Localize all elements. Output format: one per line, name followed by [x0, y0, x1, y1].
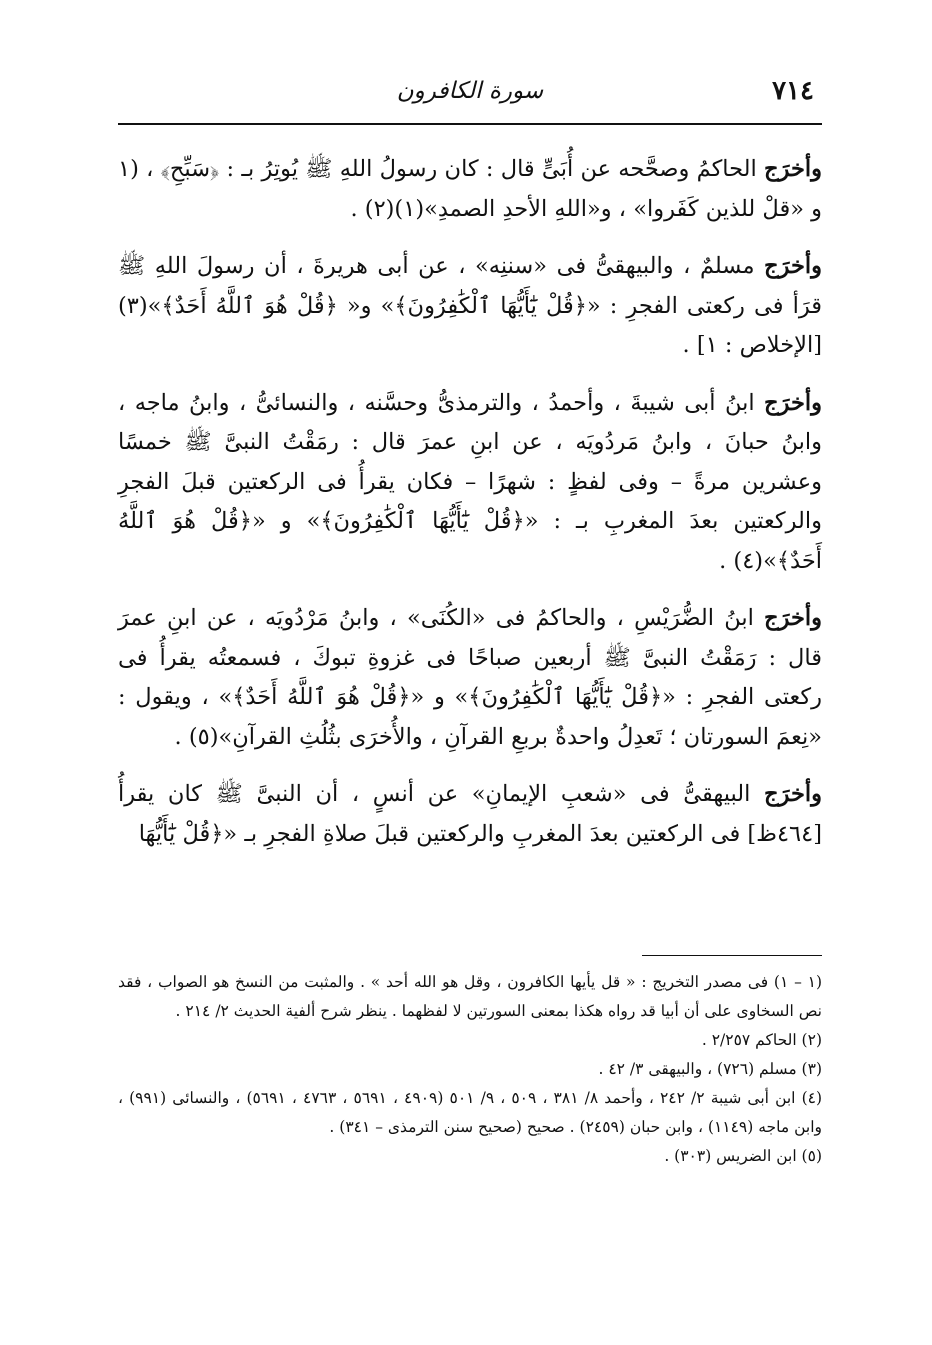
page-number: ٧١٤	[772, 76, 814, 106]
main-text	[118, 150, 822, 872]
paragraph	[118, 599, 822, 757]
running-title: سورة الكافرون	[396, 78, 544, 104]
paragraph	[118, 247, 822, 366]
footnote: (٣) مسلم (٧٢٦) ، والبيهقى ٣/ ٤٢ .	[598, 1060, 822, 1078]
footnote: (١ – ١) فى مصدر التخريج : « قل يأيها الكافرون ، وقل هو الله أحد » . والمثبت من النسخ هو الصواب ، فقد نص السخاوى على أن أبيا قد رواه هكذا بمعنى السورتين لا لفظهما . ينظر شرح ألفية الحديث ٢/ ٢١٤ .	[118, 973, 822, 1020]
paragraph-text: البيهقىُّ فى «شعبِ الإيمانِ» عن أنسٍ ، أن النبىَّ ﷺ كان يقرأُ [٤٦٤ظ] فى الركعتين بعدَ المغربِ والركعتين قبلَ صلاةِ الفجرِ بـ «﴿قُلْ يَٰٓأَيُّهَا	[118, 781, 822, 847]
paragraph-text: ابنُ أبى شيبةَ ، وأحمدُ ، والترمذىُّ وحسَّنه ، والنسائىُّ ، وابنُ ماجه ، وابنُ حبانَ ، وابنُ مَردُويَه ، عن ابنِ عمرَ قال : رمَقْتُ النبىَّ ﷺ خمسًا وعشرين مرةً – وفى لفظٍ : شهرًا – فكان يقرأُ فى الركعتين قبلَ الفجرِ والركعتين بعدَ المغربِ بـ : «﴿قُلْ يَٰٓأَيُّهَا ٱلْكَٰفِرُونَ﴾» و «﴿قُلْ هُوَ ٱللَّهُ أَحَدٌ﴾»(٤) .	[118, 389, 822, 574]
paragraph-text: الحاكمُ وصحَّحه عن أُبَىٍّ قال : كان رسولُ اللهِ ﷺ يُوتِرُ بـ : ﴿سَبِّحِ﴾ ، (١ و «قلْ للذين كَفَروا» ، و«اللهِ الأحدِ الصمدِ»(١)(٢) .	[118, 156, 822, 222]
paragraph-lead: وأخرَج	[764, 389, 822, 416]
footnote-rule	[642, 955, 822, 956]
paragraph-lead: وأخرَج	[764, 253, 822, 279]
page-header	[118, 72, 822, 112]
footnote: (٥) ابن الضريس (٣٠٣) .	[664, 1147, 822, 1165]
paragraph	[118, 384, 822, 582]
paragraph	[118, 150, 822, 229]
paragraph-lead: وأخرَج	[764, 781, 822, 807]
paragraph-text: ابنُ الضُّرَيْسِ ، والحاكمُ فى «الكُنَى» ، وابنُ مَرْدُويَه ، عن ابنِ عمرَ قال : رَمَقْتُ النبىَّ ﷺ أربعين صباحًا فى غزوةِ تبوكَ ، فسمعتُه يقرأُ فى ركعتى الفجرِ : «﴿قُلْ يَٰٓأَيُّهَا ٱلْكَٰفِرُونَ﴾» و «﴿قُلْ هُوَ ٱللَّهُ أَحَدٌ﴾» ، ويقول : «نِعمَ السورتان ؛ تَعدِلُ واحدةٌ بربعِ القرآنِ ، والأُخرَى بثُلُثِ القرآنِ»(٥) .	[118, 605, 822, 750]
paragraph	[118, 775, 822, 854]
paragraph-lead: وأخرَج	[764, 156, 822, 182]
footnote: (٤) ابن أبى شيبة ٢/ ٢٤٢ ، وأحمد ٨/ ٣٨١ ، ٥٠٩ ، ٩/ ٥٠١ (٤٩٠٩ ، ٥٦٩١ ، ٤٧٦٣ ، ٥٦٩١) ، والنسائى (٩٩١) ، وابن ماجه (١١٤٩) ، وابن حبان (٢٤٥٩) . صحيح (صحيح سنن الترمذى – ٣٤١) .	[118, 1089, 823, 1136]
footnotes	[118, 968, 822, 1171]
header-rule	[118, 123, 822, 125]
paragraph-lead: وأخرَج	[764, 605, 822, 631]
paragraph-text: مسلمٌ ، والبيهقىُّ فى «سننِه» ، عن أبى هريرةَ ، أن رسولَ اللهِ ﷺ قرَأ فى ركعتى الفجرِ : «﴿قُلْ يَٰٓأَيُّهَا ٱلْكَٰفِرُونَ﴾» و« ﴿قُلْ هُوَ ٱللَّهُ أَحَدٌ﴾»(٣) [الإخلاص : ١] .	[118, 253, 822, 358]
footnote: (٢) الحاكم ٢/٢٥٧ .	[701, 1031, 822, 1049]
